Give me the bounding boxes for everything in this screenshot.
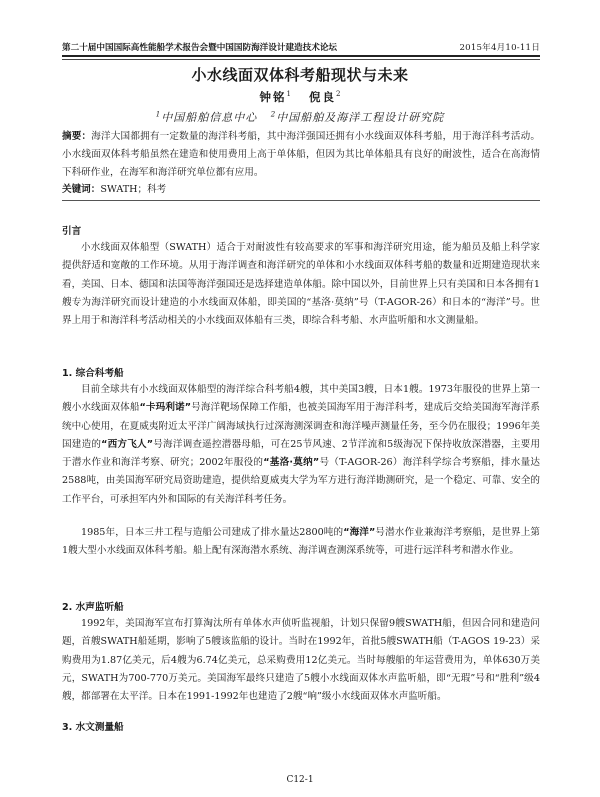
- section-heading-2: 2. 水声监听船: [62, 602, 124, 613]
- text-run: 号海洋靶场保障工作船，也被美国海军用于海洋科考，建成后交给美国海军海洋系统中心使用，在夏威夷附近太平洋广阔海域执行过深海测深调查和海洋噪声测量任务，至今仍在服役；1996年美国建造的: [62, 402, 540, 450]
- affiliation: 中国船舶及海洋工程设计研究院: [276, 111, 445, 124]
- author-name: 倪良: [309, 90, 336, 104]
- page-number: C12-1: [286, 775, 314, 785]
- header-rule-thick: [62, 55, 540, 57]
- keywords-text: SWATH；科考: [100, 184, 167, 195]
- ship-name: “西方飞人”: [101, 438, 154, 450]
- section1-paragraph-1: [62, 381, 540, 509]
- section-heading-intro: 引言: [62, 226, 82, 237]
- affil-sup: 1: [155, 110, 162, 119]
- keywords: [62, 182, 540, 198]
- paper-title: 小水线面双体科考船现状与未来: [191, 66, 409, 84]
- affiliation: 中国船舶信息中心: [161, 111, 258, 124]
- section-heading-1: 1. 综合科考船: [62, 368, 124, 379]
- ship-name: “卡玛利诺”: [139, 402, 192, 414]
- author-sup: 1: [286, 90, 291, 99]
- abstract: [62, 128, 540, 182]
- author-name: 钟铭: [259, 90, 287, 104]
- ship-name: “海洋”: [343, 527, 376, 538]
- author-line: [0, 89, 600, 105]
- text-run: 目前全球共有小水线面双体船型的海洋综合科考船4艘，其中美国3艘，日本1艘。1973年服役的世界上第一艘小水线面双体船: [62, 384, 540, 414]
- keywords-label: 关键词：: [62, 184, 101, 195]
- section2-paragraph: 1992年，美国海军宣布打算淘汰所有单体水声侦听监视船，计划只保留9艘SWATH船，但因合同和建造问题，首艘SWATH船延期，影响了5艘该监船的设计。当时在1992年，首批5艘SWATH船（T-AGOS 19-23）采购费用为1.87亿美元，后4艘为6.74亿美元，总采购费用12亿美元。当时每艘船的年运营费用为，单体630万美元，SWATH为700-770万美元。美国海军最终只建造了5艘小水线面双体水声监听船，即“无瑕”号和“胜利”级4艘，都部署在太平洋。日本在1991-1992年也建造了2艘“响”级小水线面双体水声监听船。: [62, 618, 540, 703]
- affiliation-line: [0, 109, 600, 125]
- abstract-label: 摘要：: [62, 131, 92, 142]
- running-header: [62, 38, 540, 54]
- conference-date: 2015年4月10-11日: [459, 43, 540, 53]
- text-run: 号潜水作业兼海洋考察船，是世界上第1艘大型小水线面双体科考船。船上配有深海潜水系统、海洋调查测深系统等，可进行远洋科考和潜水作业。: [62, 527, 540, 557]
- intro-paragraph: 小水线面双体船型（SWATH）适合于对耐波性有较高要求的军事和海洋研究用途，能为船员及船上科学家提供舒适和宽敞的工作环境。从用于海洋调查和海洋研究的单体和小水线面双体科考船的数量和近期建造现状来看，美国、日本、德国和法国等海洋强国还是选择建造单体船。除中国以外，目前世界上只有美国和日本各拥有1艘专为海洋研究而设计建造的小水线面双体船，即美国的“基洛·莫纳”号（T-AGOR-26）和日本的“海洋”号。世界上用于和海洋科考活动相关的小水线面双体船有三类，即综合科考船、水声监听船和水文测量船。: [62, 242, 540, 327]
- text-run: 1985年，日本三井工程与造船公司建成了排水量达2800吨的: [81, 527, 344, 538]
- affil-sup: 2: [270, 110, 277, 119]
- text-run: 号（T-AGOR-26）海洋科学综合考察船，排水量达2588吨，由美国海军研究局资助建造，提供给夏威夷大学为军方进行海洋勘测研究，是一个稳定、可靠、安全的工作平台，可承担军内外和国际的有关海洋科考任务。: [62, 457, 540, 505]
- text-run: 号海洋调查遥控潜器母船，可在25节风速、2节洋流和5级海况下保持收放深潜器，主要用于潜水作业和海洋考察、研究；2002年服役的: [62, 438, 540, 469]
- abstract-text: 海洋大国都拥有一定数量的海洋科考船，其中海洋强国还拥有小水线面双体科考船，用于海洋科考活动。小水线面双体科考船虽然在建造和使用费用上高于单体船，但因为其比单体船具有良好的耐波性，适合在高海情下科研作业，在海军和海洋研究单位都有应用。: [62, 131, 541, 178]
- section1-paragraph-2: [62, 524, 540, 561]
- keywords-rule: [62, 200, 540, 201]
- section-heading-3: 3. 水文测量船: [62, 722, 124, 733]
- author-sup: 2: [336, 90, 341, 99]
- ship-name: “基洛·莫纳”: [263, 457, 320, 469]
- header-rule-thin: [62, 59, 540, 60]
- conference-name: 第二十届中国国际高性能船学术报告会暨中国国防海洋设计建造技术论坛: [62, 43, 338, 53]
